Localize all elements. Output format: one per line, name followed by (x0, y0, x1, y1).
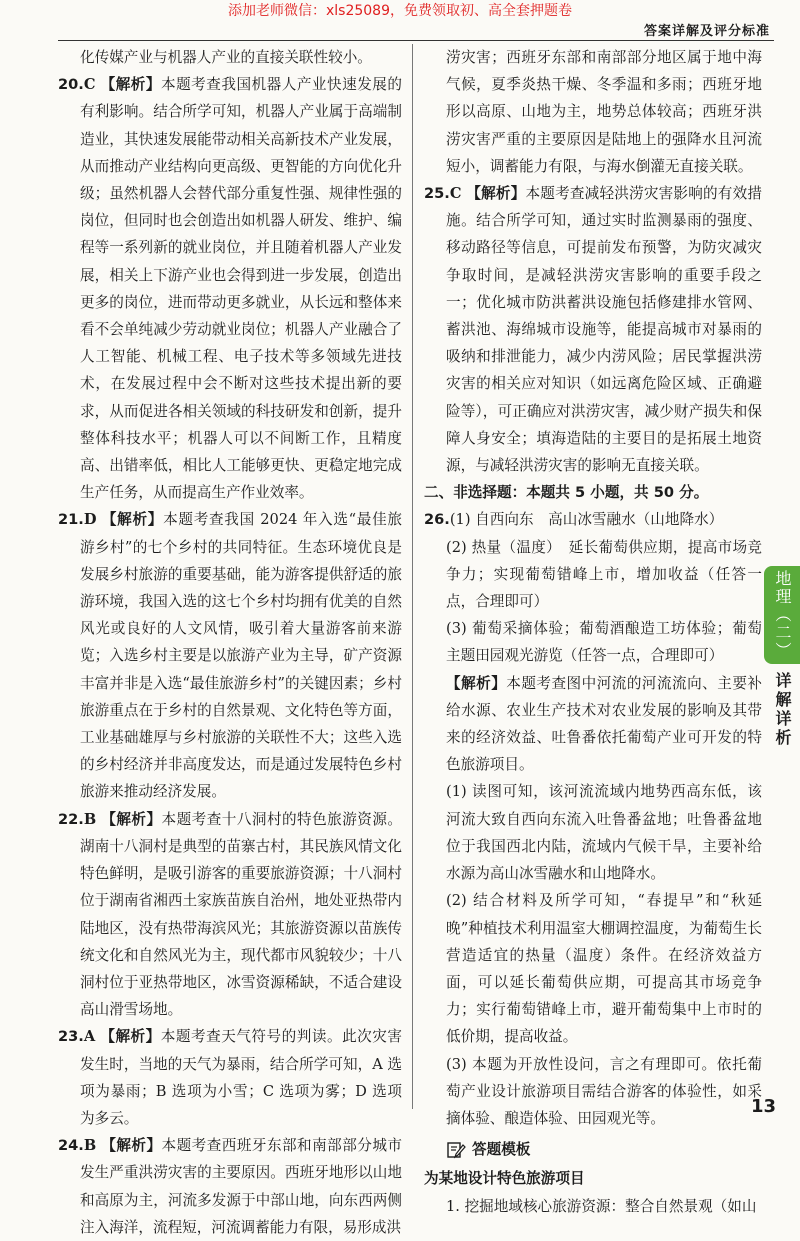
right-column (424, 44, 762, 1220)
question-23-explanation (58, 1023, 402, 1132)
analysis-tag: 【解析】 (101, 810, 162, 828)
explanation-text: 本题考查十八洞村的特色旅游资源。湖南十八洞村是典型的苗寨古村，其民族风情文化特色鲜明，是吸引游客的重要旅游资源；十八洞村位于湖南省湘西土家族苗族自治州，地处亚热带内陆地区，没有热带海滨风光；其旅游资源以苗族传统文化和自然风光为主，现代都市风貌较少；十八洞村位于亚热带地区，冰雪资源稀缺，不适合建设高山滑雪场地。 (80, 810, 402, 1019)
template-title: 为某地设计特色旅游项目 (424, 1170, 585, 1188)
template-item-1: 1. 挖掘地域核心旅游资源：整合自然景观（如山 (446, 1197, 757, 1215)
answer-choice: B (83, 810, 97, 828)
question-26-analysis (424, 670, 762, 779)
question-number: 25. (424, 185, 450, 203)
explanation-text: 本题考查西班牙东部和南部部分城市发生严重洪涝灾害的主要原因。西班牙地形以山地和高原为主，河流多发源于中部山地，向东西两侧注入海洋，流程短，河流调蓄能力有限，易形成洪 (80, 1137, 402, 1236)
answer-part-1: (1) 自西向东 高山冰雪融水（山地降水） (449, 511, 724, 529)
question-26-answer-3: (3) 葡萄采摘体验；葡萄酒酿造工坊体验；葡萄主题田园观光游览（任答一点，合理即可） (446, 620, 762, 665)
question-21-explanation (58, 506, 402, 805)
answer-choice: D (83, 511, 97, 529)
analysis-tag: 【解析】 (101, 511, 164, 529)
question-number: 24. (58, 1137, 84, 1155)
question-20-explanation (58, 71, 402, 506)
question-26-explain-2: (2) 结合材料及所学可知，“春提早”和“秋延晚”种植技术利用温室大棚调控温度，为葡萄生长营造适宜的热量（温度）条件。在经济效益方面，可以延长葡萄供应期，可提高其市场竞争力；实行葡萄错峰上市，避开葡萄集中上市时的低价期，提高收益。 (446, 892, 762, 1046)
left-column (58, 44, 402, 1241)
question-24-continued: 涝灾害；西班牙东部和南部部分地区属于地中海气候，夏季炎热干燥、冬季温和多雨；西班牙地形以高原、山地为主，地势总体较高；西班牙洪涝灾害严重的主要原因是陆地上的强降水且河流短小，调蓄能力有限，与海水倒灌无直接关联。 (446, 49, 762, 175)
analysis-text: 本题考查图中河流的河流流向、主要补给水源、农业生产技术对农业发展的影响及其带来的经济效益、吐鲁番依托葡萄产业可开发的特色旅游项目。 (446, 674, 762, 774)
question-number: 22. (58, 810, 84, 828)
answer-choice: A (83, 1028, 96, 1046)
answer-template-label: 答题模板 (472, 1141, 531, 1159)
subject-tab: 地理（二） (764, 566, 800, 664)
question-number: 23. (58, 1028, 84, 1046)
question-26-answer-2: (2) 热量（温度） 延长葡萄供应期，提高市场竞争力；实现葡萄错峰上市，增加收益（任答一点，合理即可） (446, 538, 762, 611)
explanation-text: 本题考查我国 2024 年入选“最佳旅游乡村”的七个乡村的共同特征。生态环境优良是发展乡村旅游的重要基础，能为游客提供舒适的旅游环境，我国入选的这七个乡村均拥有优美的自然风光或良好的人文风情，吸引着大量游客前来游览；入选乡村主要是以旅游产业为主导，矿产资源丰富并非是入选“最佳旅游乡村”的关键因素；乡村旅游重点在于乡村的自然景观、文化特色等方面，工业基础雄厚与乡村旅游的关联性不大；这些入选的乡村经济并非高度发达，而是通过发展特色乡村旅游来推动经济发展。 (80, 511, 402, 801)
column-divider (412, 44, 413, 1109)
explanation-text: 本题考查我国机器人产业快速发展的有利影响。结合所学可知，机器人产业属于高端制造业，其快速发展能带动相关高新技术产业发展，从而推动产业结构向更高级、更智能的方向优化升级；虽然机器人会替代部分重复性强、规律性强的岗位，但同时也会创造出如机器人研发、维护、编程等一系列新的就业岗位，并且随着机器人产业发展，相关上下游产业也会得到进一步发展，创造出更多的岗位，进而带动更多就业，从长远和整体来看不会单纯减少劳动就业岗位；机器人产业融合了人工智能、机械工程、电子技术等多领域先进技术，在发展过程中会不断对这些技术提出新的要求，从而促进各相关领域的科技研发和创新，提升整体科技水平；机器人可以不间断工作，且精度高、出错率低，相比人工能够更快、更稳定地完成生产任务，从而提高生产作业效率。 (80, 76, 402, 502)
pencil-note-icon (446, 1140, 466, 1160)
question-26-explain-3: (3) 本题为开放性设问，言之有理即可。依托葡萄产业设计旅游项目需结合游客的体验性，如采摘体验、酿造体验、田园观光等。 (446, 1055, 762, 1127)
answer-choice: B (83, 1137, 97, 1155)
question-26-answer-1 (424, 506, 762, 533)
question-number: 20. (58, 76, 84, 94)
answer-choice: C (449, 185, 462, 203)
analysis-tag: 【解析】 (100, 76, 161, 94)
explanation-text: 本题考查天气符号的判读。此次灾害发生时，当地的天气为暴雨，结合所学可知，A 选项为暴雨；B 选项为小雪；C 选项为雾；D 选项为多云。 (80, 1028, 402, 1127)
question-number: 26. (424, 511, 450, 529)
question-number: 21. (58, 511, 84, 529)
analysis-tag: 【解析】 (101, 1137, 162, 1155)
analysis-tag: 【解析】 (466, 185, 526, 203)
page-header-title: 答案详解及评分标准 (643, 24, 770, 39)
section-side-label: 详解详析 (773, 672, 792, 748)
analysis-tag: 【解析】 (100, 1028, 161, 1046)
question-22-explanation (58, 806, 402, 1024)
continued-text: 化传媒产业与机器人产业的直接关联性较小。 (80, 49, 372, 66)
section-heading: 二、非选择题：本题共 5 小题，共 50 分。 (424, 484, 709, 502)
question-26-explain-1: (1) 读图可知，该河流流域内地势西高东低，该河流大致自西向东流入吐鲁番盆地；吐鲁番盆地位于我国西北内陆，流域内气候干旱，主要补给水源为高山冰雪融水和山地降水。 (446, 783, 762, 883)
page-number: 13 (750, 1096, 776, 1117)
promo-banner: 添加老师微信：xls25089，免费领取初、高全套押题卷 (227, 3, 572, 19)
question-25-explanation (424, 180, 762, 479)
answer-choice: C (83, 76, 96, 94)
answer-template-badge (424, 1136, 762, 1163)
question-24-explanation (58, 1132, 402, 1241)
analysis-tag: 【解析】 (446, 674, 507, 692)
explanation-text: 本题考查减轻洪涝灾害影响的有效措施。结合所学可知，通过实时监测暴雨的强度、移动路径等信息，可提前发布预警，为防灾减灾争取时间，是减轻洪涝灾害影响的重要手段之一；优化城市防洪蓄洪设施包括修建排水管网、蓄洪池、海绵城市设施等，能提高城市对暴雨的吸纳和排泄能力，减少内涝风险；居民掌握洪涝灾害的相关应对知识（如远离危险区域、正确避险等），可正确应对洪涝灾害，减少财产损失和保障人身安全；填海造陆的主要目的是拓展土地资源，与减轻洪涝灾害的影响无直接关联。 (446, 185, 762, 475)
header-divider (58, 40, 774, 41)
